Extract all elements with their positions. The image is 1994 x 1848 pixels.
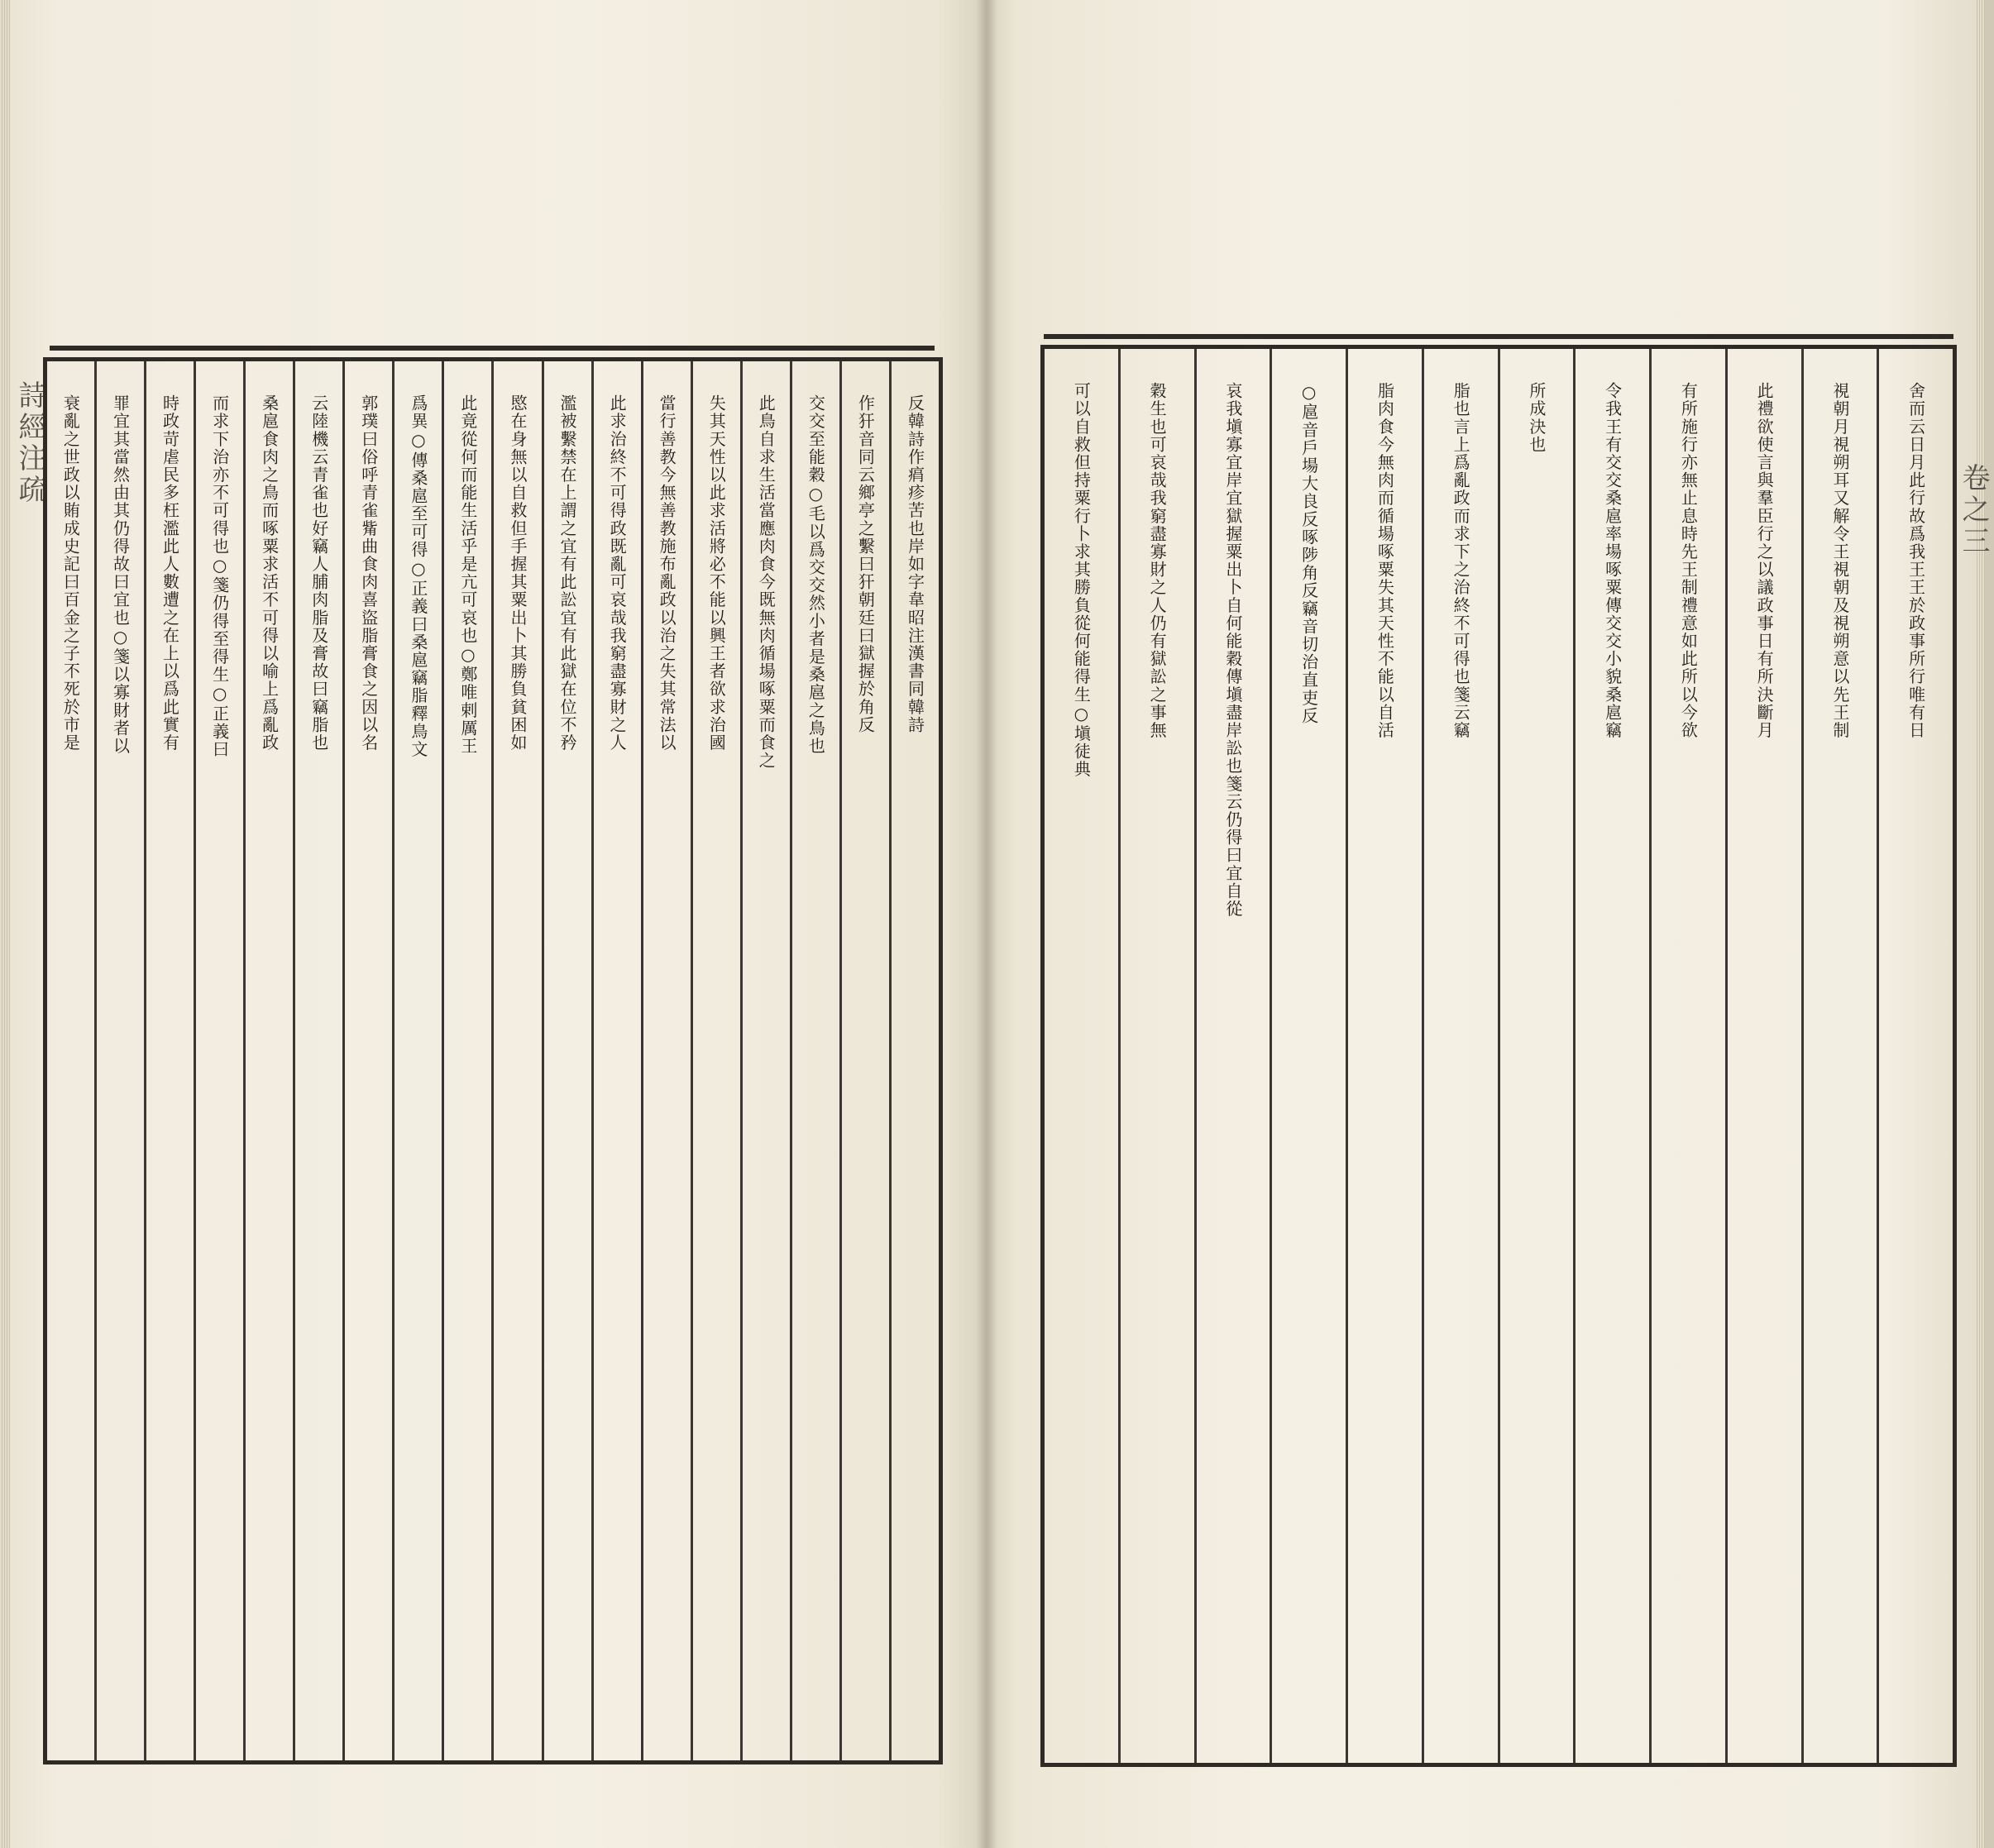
right-column (1422, 349, 1498, 1763)
right-column (1118, 349, 1194, 1763)
left-column (243, 361, 293, 1760)
right-column-text: 脂肉食今無肉而循場啄粟失其天性不能以自活 (1375, 382, 1395, 739)
right-column-text: 視朝月視朔耳又解令王視朝及視朔意以先王制 (1829, 382, 1850, 739)
right-column-text: 哀我塡寡宜岸宜獄握粟出卜自何能穀傳塡盡岸訟也箋云仍得曰宜自從 (1222, 382, 1243, 918)
right-column-text: 可以自救但持粟行卜求其勝負從何能得生○塡徒典 (1071, 382, 1092, 779)
right-column-text: 舍而云日月此行故爲我王王於政事所行唯有日 (1906, 382, 1926, 739)
right-column (1346, 349, 1422, 1763)
right-margin-label: 卷之三 (1957, 463, 1990, 557)
left-column (591, 361, 641, 1760)
right-column (1498, 349, 1574, 1763)
left-column-text: 當行善教今無善教施布亂政以治之失其常法以 (657, 394, 677, 752)
left-column-text: 此求治終不可得政既亂可哀哉我窮盡寡財之人 (607, 394, 628, 752)
right-column (1573, 349, 1649, 1763)
right-column (1725, 349, 1801, 1763)
left-column (740, 361, 790, 1760)
left-column-text: 桑扈食肉之鳥而啄粟求活不可得以喻上爲亂政 (259, 394, 280, 752)
left-column-text: 失其天性以此求活將必不能以興王者欲求治國 (706, 394, 727, 752)
left-columns (47, 361, 939, 1760)
left-column-text: 愍在身無以自救但手握其粟出卜其勝負貧困如 (507, 394, 528, 752)
right-column-text: 所成決也 (1526, 382, 1547, 454)
left-column-text: 反韓詩作㾓疹苦也岸如字韋昭注漢書同韓詩 (905, 394, 925, 734)
left-page-edge (0, 0, 10, 1848)
left-column (47, 361, 94, 1760)
right-column-text: 穀生也可哀哉我窮盡寡財之人仍有獄訟之事無 (1147, 382, 1168, 739)
left-column-text: 而求下治亦不可得也○箋仍得至得生○正義曰 (209, 394, 230, 758)
left-column (542, 361, 591, 1760)
left-column-text: 衰亂之世政以賄成史記曰百金之子不死於市是 (60, 394, 81, 752)
right-column-text: 有所施行亦無止息時先王制禮意如此所以今欲 (1678, 382, 1699, 739)
left-column-text: 時政苛虐民多枉濫此人數遭之在上以爲此實有 (160, 394, 180, 752)
left-column-text: 濫被繫禁在上謂之宜有此訟宜有此獄在位不矜 (557, 394, 578, 752)
left-column (839, 361, 889, 1760)
right-column (1877, 349, 1953, 1763)
left-column (641, 361, 691, 1760)
right-column-text: 令我王有交交桑扈率場啄粟傳交交小貌桑扈竊 (1602, 382, 1623, 739)
left-column (144, 361, 194, 1760)
right-column (1649, 349, 1725, 1763)
left-column (392, 361, 442, 1760)
left-column-text: 交交至能穀○毛以爲交交然小者是桑扈之鳥也 (806, 394, 826, 755)
left-column-text: 云陸機云青雀也好竊人脯肉脂及膏故曰竊脂也 (308, 394, 329, 752)
left-column-text: 罪宜其當然由其仍得故曰宜也○箋以寡財者以 (110, 394, 131, 755)
right-column-text: ○扈音戶場大良反啄陟角反竊音切治直吏反 (1298, 382, 1319, 725)
book-gutter (976, 0, 997, 1848)
left-column (194, 361, 243, 1760)
left-column (293, 361, 342, 1760)
right-columns (1045, 349, 1953, 1763)
left-column-text: 郭璞曰俗呼青雀觜曲食肉喜盜脂膏食之因以名 (358, 394, 379, 752)
right-column (1270, 349, 1346, 1763)
left-column (889, 361, 939, 1760)
left-column (94, 361, 144, 1760)
right-column (1045, 349, 1118, 1763)
left-column-text: 爲異○傳桑扈至可得○正義曰桑扈竊脂釋鳥文 (408, 394, 428, 758)
left-column (342, 361, 392, 1760)
right-column (1801, 349, 1877, 1763)
left-column-text: 此鳥自求生活當應肉食今既無肉循場啄粟而食之 (756, 394, 777, 770)
left-column (790, 361, 839, 1760)
right-top-rule (1044, 334, 1953, 339)
right-column (1194, 349, 1270, 1763)
left-column (442, 361, 491, 1760)
left-margin-label: 詩經注疏 (13, 380, 46, 506)
right-page-edge (1975, 0, 1985, 1848)
right-text-block (1040, 345, 1957, 1767)
left-column (491, 361, 541, 1760)
left-column-text: 作犴音同云鄉亭之繫曰犴朝廷曰獄握於角反 (855, 394, 876, 734)
right-column-text: 此禮欲使言與羣臣行之以議政事日有所決斷月 (1754, 382, 1775, 739)
left-column (691, 361, 740, 1760)
right-column-text: 脂也言上爲亂政而求下之治終不可得也箋云竊 (1451, 382, 1471, 739)
left-text-block (43, 357, 943, 1764)
left-column-text: 此竟從何而能生活乎是亢可哀也○鄭唯剌厲王 (457, 394, 478, 755)
left-top-rule (50, 346, 935, 351)
